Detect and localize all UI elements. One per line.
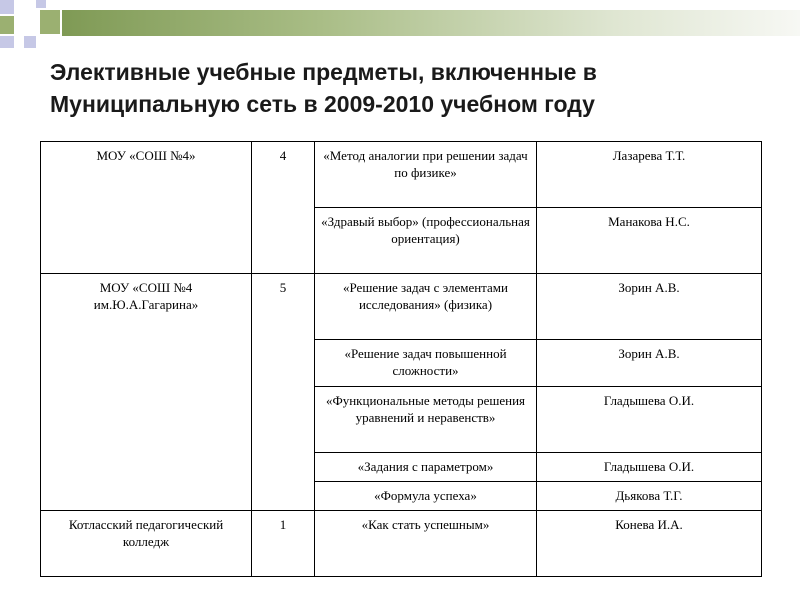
decor-square	[0, 16, 14, 34]
count-cell: 5	[252, 274, 315, 511]
teacher-cell: Зорин А.В.	[537, 274, 762, 340]
teacher-cell: Зорин А.В.	[537, 340, 762, 387]
table-row	[41, 274, 762, 340]
school-cell: МОУ «СОШ №4 им.Ю.А.Гагарина»	[41, 274, 252, 511]
teacher-cell: Дьякова Т.Г.	[537, 482, 762, 511]
header-gradient-band	[62, 10, 800, 36]
school-cell: МОУ «СОШ №4»	[41, 142, 252, 274]
teacher-cell: Гладышева О.И.	[537, 387, 762, 453]
electives-table	[40, 141, 762, 577]
slide-title	[50, 56, 770, 120]
table-row	[41, 142, 762, 208]
count-cell: 1	[252, 511, 315, 577]
subject-cell: «Как стать успешным»	[315, 511, 537, 577]
decor-square	[24, 36, 36, 48]
decor-square	[40, 10, 60, 34]
count-cell: 4	[252, 142, 315, 274]
subject-cell: «Здравый выбор» (профессиональная ориентация)	[315, 208, 537, 274]
subject-cell: «Решение задач с элементами исследования» (физика)	[315, 274, 537, 340]
decor-square	[0, 0, 14, 14]
teacher-cell: Гладышева О.И.	[537, 453, 762, 482]
subject-cell: «Метод аналогии при решении задач по физике»	[315, 142, 537, 208]
decor-square	[16, 16, 38, 36]
slide-title-line1: Элективные учебные предметы, включенные в	[50, 59, 597, 85]
slide-header-decoration	[0, 0, 800, 48]
subject-cell: «Формула успеха»	[315, 482, 537, 511]
decor-square	[36, 0, 46, 8]
subject-cell: «Решение задач повышенной сложности»	[315, 340, 537, 387]
school-cell: Котласский педагогический колледж	[41, 511, 252, 577]
teacher-cell: Манакова Н.С.	[537, 208, 762, 274]
teacher-cell: Конева И.А.	[537, 511, 762, 577]
subject-cell: «Задания с параметром»	[315, 453, 537, 482]
table-row	[41, 511, 762, 577]
subject-cell: «Функциональные методы решения уравнений и неравенств»	[315, 387, 537, 453]
decor-square	[0, 36, 14, 48]
slide-title-line2: Муниципальную сеть в 2009-2010 учебном году	[50, 91, 595, 117]
teacher-cell: Лазарева Т.Т.	[537, 142, 762, 208]
